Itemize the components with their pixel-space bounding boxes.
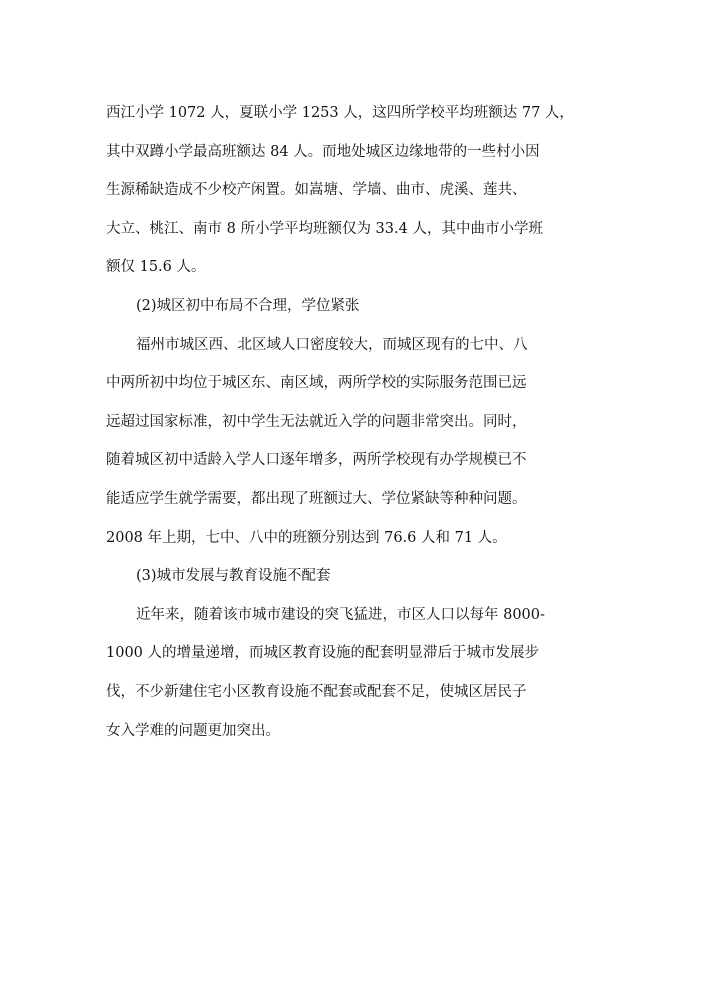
text-line: 远超过国家标准，初中学生无法就近入学的问题非常突出。同时，: [106, 413, 527, 430]
text-line: 近年来，随着该市城市建设的突飞猛进，市区人口以每年 8000-: [136, 606, 545, 623]
text-line: 伐，不少新建住宅小区教育设施不配套或配套不足，使城区居民子: [106, 683, 527, 700]
paragraph-primary-school-enrollment: [106, 94, 606, 287]
text-line: 中两所初中均位于城区东、南区域，两所学校的实际服务范围已远: [106, 375, 527, 392]
text-line: 生源稀缺造成不少校产闲置。如嵩塘、学墙、曲市、虎溪、莲共、: [106, 182, 527, 199]
text-line: 大立、桃江、南市 8 所小学平均班额仅为 33.4 人，其中曲市小学班: [106, 220, 543, 237]
document-body: [106, 94, 606, 750]
section-heading: (3)城市发展与教育设施不配套: [136, 568, 331, 585]
section-heading-education-facilities: [106, 557, 606, 596]
text-line: 2008 年上期，七中、八中的班额分别达到 76.6 人和 71 人。: [106, 529, 507, 546]
text-line: 西江小学 1072 人，夏联小学 1253 人，这四所学校平均班额达 77 人，: [106, 105, 574, 121]
text-line: 额仅 15.6 人。: [106, 259, 206, 276]
text-line: 女入学难的问题更加突出。: [106, 722, 280, 739]
text-line: 1000 人的增量递增，而城区教育设施的配套明显滞后于城市发展步: [106, 645, 540, 662]
paragraph-education-facilities: [106, 596, 606, 750]
section-heading-middle-school-layout: [106, 287, 606, 326]
paragraph-middle-school-layout: [106, 326, 606, 558]
text-line: 随着城区初中适龄入学人口逐年增多，两所学校现有办学规模已不: [106, 452, 527, 469]
section-heading: (2)城区初中布局不合理，学位紧张: [136, 297, 360, 314]
text-line: 福州市城区西、北区域人口密度较大，而城区现有的七中、八: [136, 336, 528, 353]
text-line: 能适应学生就学需要，都出现了班额过大、学位紧缺等种种问题。: [106, 490, 527, 507]
text-line: 其中双蹲小学最高班额达 84 人。而地处城区边缘地带的一些村小因: [106, 143, 540, 160]
